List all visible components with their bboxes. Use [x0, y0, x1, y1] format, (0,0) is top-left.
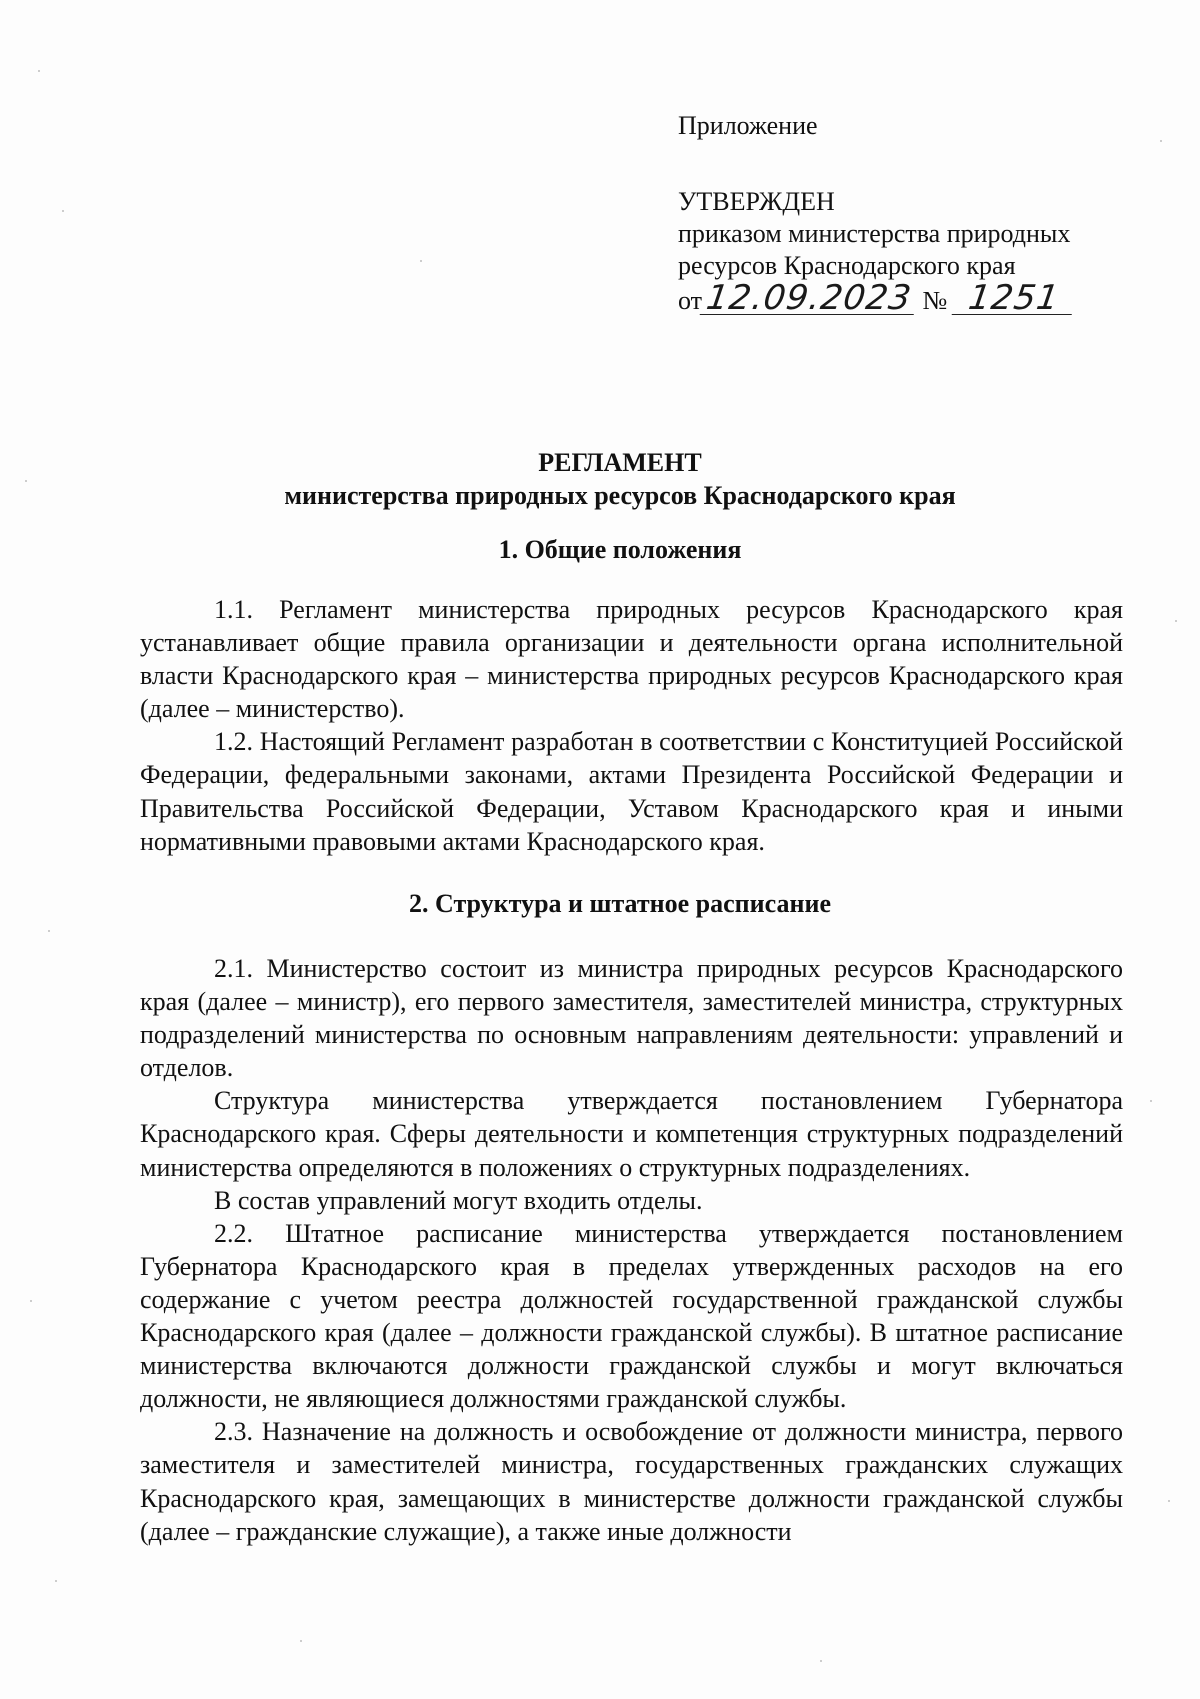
section-1-heading: 1. Общие положения — [498, 535, 742, 564]
paragraph-2-2: 2.2. Штатное расписание министерства утверждается постановлением Губернатора Краснодарского края в пределах утвержденных расходов на его содержание с учетом реестра должностей государственной гражданской службы Краснодарского края (далее – должности гражданской службы). В штатное расписание министерства включаются должности гражданской службы и могут включаться должности, не являющиеся должностями гражданской службы. — [140, 1218, 1123, 1414]
paragraph-1-2: 1.2. Настоящий Регламент разработан в соответствии с Конституцией Российской Федерации, федеральными законами, актами Президента Российской Федерации и Правительства Российской Федерации, Уставом Краснодарского края и иными нормативными правовыми актами Краснодарского края. — [140, 727, 1123, 856]
date-prefix: от — [678, 286, 703, 315]
approved-by-line-1: приказом министерства природных — [678, 219, 1071, 248]
order-date-number-line — [678, 278, 1118, 322]
approved-by-line-2: ресурсов Краснодарского края — [678, 251, 1016, 280]
handwritten-order-date: 12.09.2023 — [700, 282, 919, 315]
document-title-block — [120, 446, 1120, 512]
section-2-body — [140, 952, 1123, 1548]
paragraph-2-1: 2.1. Министерство состоит из министра природных ресурсов Краснодарского края (далее – министр), его первого заместителя, заместителей министра, структурных подразделений министерства по основным направлениям деятельности: управлений и отделов. — [140, 954, 1123, 1083]
approval-stamp-block — [678, 110, 1118, 322]
document-title: РЕГЛАМЕНТ — [538, 448, 702, 477]
document-subtitle: министерства природных ресурсов Краснодарского края — [284, 481, 956, 510]
section-1-body — [140, 593, 1123, 858]
paragraph-2-1-structure: Структура министерства утверждается постановлением Губернатора Краснодарского края. Сферы деятельности и компетенция структурных подразделений министерства определяются в положениях о структурных подразделениях. — [140, 1086, 1123, 1182]
number-sign: № — [922, 286, 948, 315]
paragraph-2-3: 2.3. Назначение на должность и освобождение от должности министра, первого заместителя и заместителей министра, государственных гражданских служащих Краснодарского края, замещающих в министерстве должности гражданской службы (далее – гражданские служащие), а также иные должности — [140, 1417, 1123, 1546]
handwritten-order-number: 1251 — [952, 282, 1077, 315]
section-2-heading: 2. Структура и штатное расписание — [409, 889, 831, 918]
appendix-label: Приложение — [678, 111, 818, 140]
approved-label: УТВЕРЖДЕН — [678, 187, 835, 216]
paragraph-2-1-departments: В состав управлений могут входить отделы. — [214, 1185, 703, 1215]
paragraph-1-1: 1.1. Регламент министерства природных ресурсов Краснодарского края устанавливает общие правила организации и деятельности органа исполнительной власти Краснодарского края – министерства природных ресурсов Краснодарского края (далее – министерство). — [140, 595, 1123, 724]
